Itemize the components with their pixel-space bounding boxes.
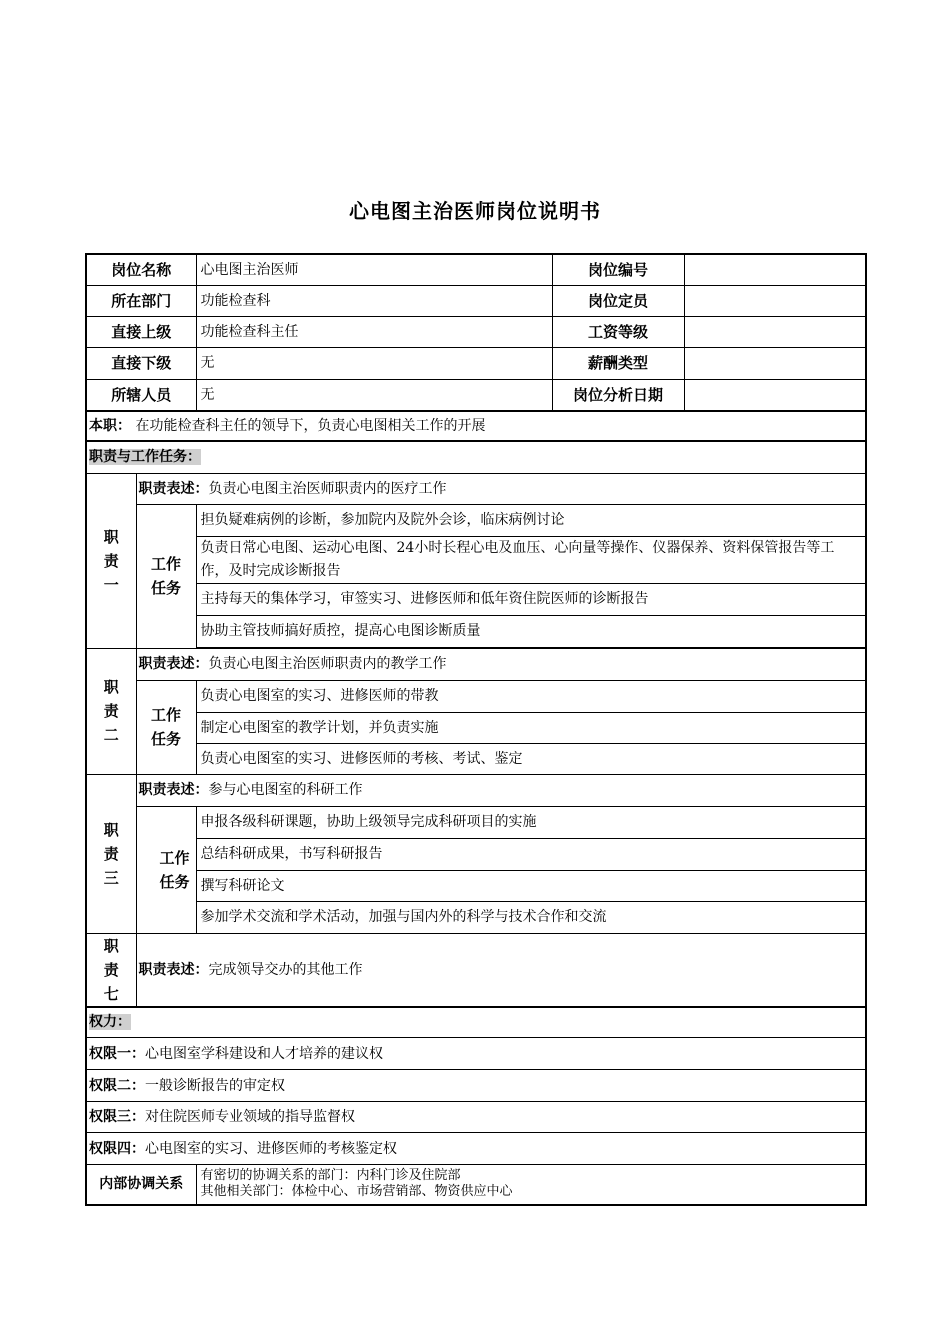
info-label: 直接上级 xyxy=(86,316,196,347)
task-label: 工作 任务 xyxy=(136,806,196,933)
powers-header-row xyxy=(86,1007,866,1038)
info-value xyxy=(684,285,866,316)
power-row xyxy=(86,1038,866,1070)
task-item: 主持每天的集体学习，审签实习、进修医师和低年资住院医师的诊断报告 xyxy=(196,583,866,615)
info-value xyxy=(684,316,866,347)
task-item: 总结科研成果，书写科研报告 xyxy=(196,838,866,870)
task-item: 申报各级科研课题，协助上级领导完成科研项目的实施 xyxy=(196,806,866,838)
duty-desc-label: 职责表述： xyxy=(138,480,209,497)
duty-desc-text: 参与心电图室的科研工作 xyxy=(208,782,363,798)
power-label: 权限三： xyxy=(89,1109,145,1125)
duty-desc-label: 职责表述： xyxy=(138,782,209,798)
info-value xyxy=(684,254,866,285)
info-label: 岗位分析日期 xyxy=(552,379,684,411)
powers-header: 权力： xyxy=(89,1014,131,1031)
duties-header: 职责与工作任务： xyxy=(89,449,201,466)
relations-row xyxy=(86,1165,866,1205)
task-item: 负责心电图室的实习、进修医师的带教 xyxy=(196,680,866,712)
info-value xyxy=(684,379,866,411)
task-item: 担负疑难病例的诊断，参加院内及院外会诊，临床病例讨论 xyxy=(196,504,866,536)
document-title: 心电图主治医师岗位说明书 xyxy=(349,199,601,223)
info-row xyxy=(86,254,866,285)
info-row xyxy=(86,347,866,379)
duty-desc-row xyxy=(86,933,866,1007)
duty-label: 职 责 七 xyxy=(86,933,136,1007)
duty-summary-text: 在功能检查科主任的领导下，负责心电图相关工作的开展 xyxy=(135,418,486,434)
duty-desc-text: 完成领导交办的其他工作 xyxy=(208,961,363,978)
power-label: 权限一： xyxy=(89,1045,145,1062)
duty-desc-row xyxy=(86,774,866,806)
power-text: 对住院医师专业领域的指导监督权 xyxy=(145,1109,355,1125)
duty-label: 职 责 一 xyxy=(86,473,136,648)
info-row xyxy=(86,285,866,316)
info-value: 功能检查科 xyxy=(196,285,552,316)
power-text: 心电图室学科建设和人才培养的建议权 xyxy=(145,1045,383,1062)
duty-desc-text: 负责心电图主治医师职责内的医疗工作 xyxy=(208,480,447,497)
relations-label: 内部协调关系 xyxy=(86,1165,196,1205)
task-label: 工作 任务 xyxy=(136,680,196,774)
power-row xyxy=(86,1102,866,1133)
info-value: 心电图主治医师 xyxy=(196,254,552,285)
info-label: 岗位定员 xyxy=(552,285,684,316)
power-row xyxy=(86,1133,866,1165)
info-value: 无 xyxy=(196,379,552,411)
power-row xyxy=(86,1070,866,1102)
task-item: 撰写科研论文 xyxy=(196,870,866,901)
duty-label: 职 责 二 xyxy=(86,648,136,774)
task-item: 制定心电图室的教学计划，并负责实施 xyxy=(196,712,866,743)
info-label: 工资等级 xyxy=(552,316,684,347)
info-label: 所辖人员 xyxy=(86,379,196,411)
relations-line: 有密切的协调关系的部门：内科门诊及住院部 xyxy=(200,1168,461,1184)
info-label: 岗位编号 xyxy=(552,254,684,285)
info-value: 无 xyxy=(196,347,552,379)
info-row xyxy=(86,316,866,347)
info-value: 功能检查科主任 xyxy=(196,316,552,347)
task-item: 负责心电图室的实习、进修医师的考核、考试、鉴定 xyxy=(196,743,866,774)
info-row xyxy=(86,379,866,411)
duties-header-row xyxy=(86,441,866,473)
duty-label: 职 责 三 xyxy=(86,774,136,933)
duty-desc-label: 职责表述： xyxy=(138,656,209,672)
info-label: 岗位名称 xyxy=(86,254,196,285)
info-label: 所在部门 xyxy=(86,285,196,316)
task-label: 工作 任务 xyxy=(136,504,196,648)
duty-desc-row xyxy=(86,648,866,680)
relations-line: 其他相关部门：体检中心、市场营销部、物资供应中心 xyxy=(200,1184,513,1200)
info-label: 薪酬类型 xyxy=(552,347,684,379)
power-label: 权限二： xyxy=(89,1077,145,1094)
duty-summary-label: 本职： xyxy=(89,418,131,434)
duty-summary-row xyxy=(86,411,866,441)
power-text: 一般诊断报告的审定权 xyxy=(145,1077,285,1094)
info-value xyxy=(684,347,866,379)
job-description-table xyxy=(85,253,867,1206)
power-text: 心电图室的实习、进修医师的考核鉴定权 xyxy=(145,1140,397,1157)
power-label: 权限四： xyxy=(89,1140,145,1157)
info-label: 直接下级 xyxy=(86,347,196,379)
task-item: 协助主管技师搞好质控，提高心电图诊断质量 xyxy=(196,615,866,647)
duty-desc-text: 负责心电图主治医师职责内的教学工作 xyxy=(208,656,447,672)
task-item: 参加学术交流和学术活动，加强与国内外的科学与技术合作和交流 xyxy=(196,901,866,933)
duty-desc-label: 职责表述： xyxy=(138,961,209,978)
task-item: 负责日常心电图、运动心电图、24小时长程心电及血压、心向量等操作、仪器保养、资料保管报告等工作，及时完成诊断报告 xyxy=(196,536,866,583)
duty-desc-row xyxy=(86,473,866,504)
relations-text xyxy=(196,1165,866,1205)
